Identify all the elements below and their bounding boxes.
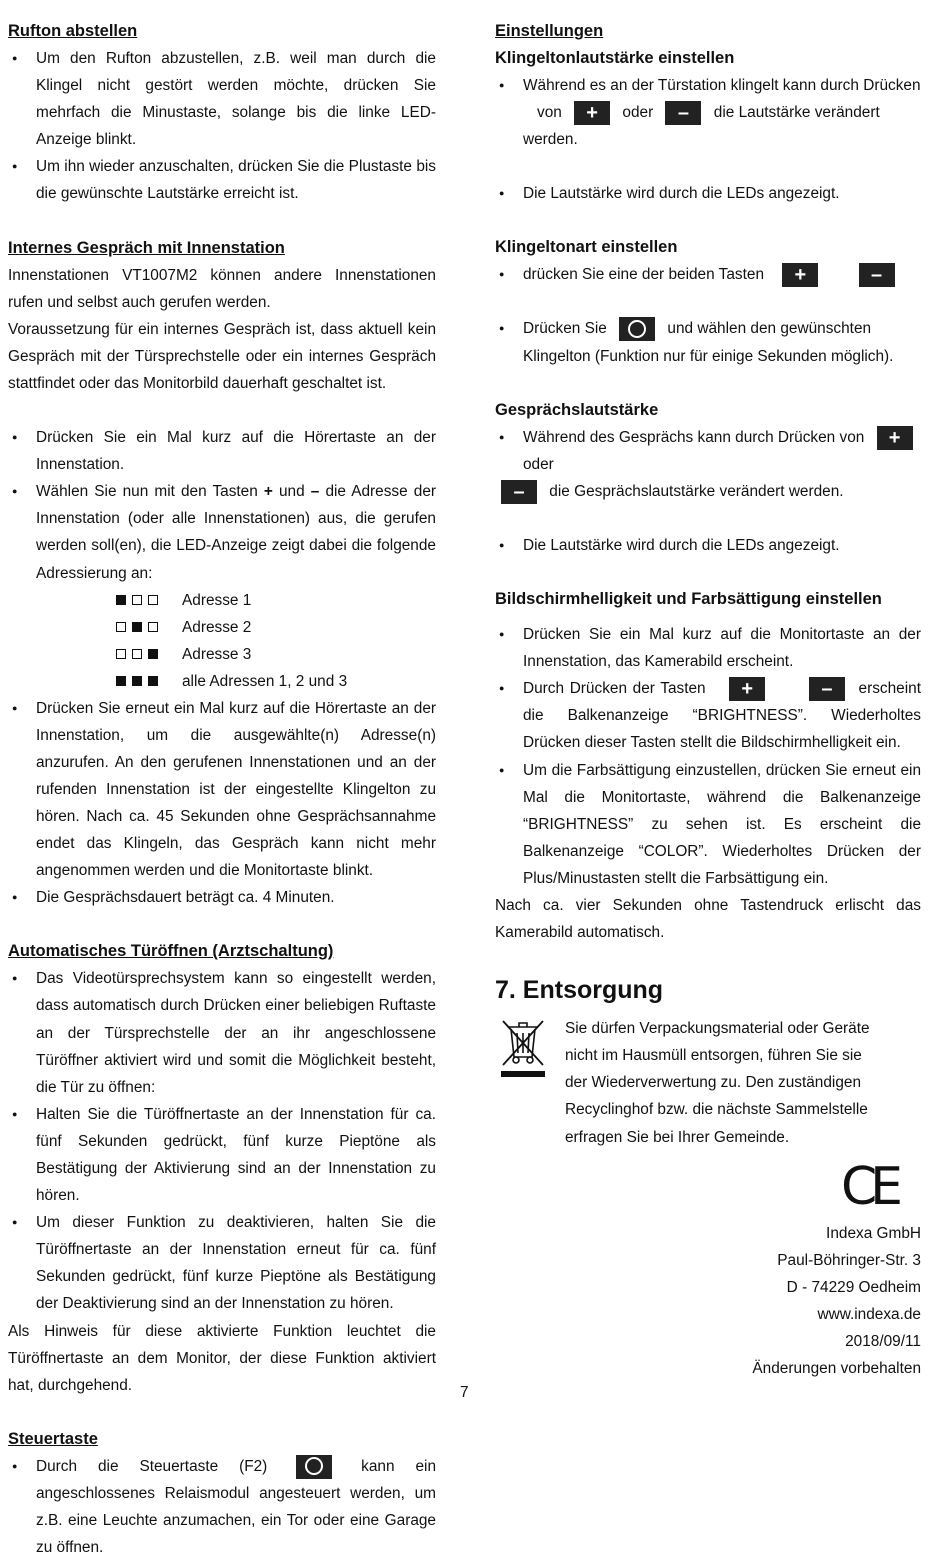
plus-symbol: + [263, 483, 273, 501]
circle-key-icon [296, 1455, 332, 1479]
minus-key-icon: – [501, 480, 537, 504]
paragraph: Voraussetzung für ein internes Gespräch ist, dass aktuell kein Gespräch mit der Türsprechstelle oder ein internes Gespräch stattfindet oder das Monitorbild dauerhaft geschaltet ist. [8, 320, 436, 392]
circle-key-icon [619, 317, 655, 341]
ce-mark-icon [841, 1158, 905, 1210]
list-item: ● Um die Farbsättigung einzustellen, drücken Sie erneut ein Mal die Monitortaste, während die Balkenanzeige “BRIGHTNESS” zu sehen ist. Es erscheint die Balkenanzeige “COLOR”. Wiederholtes Drücken der Plus/Minustasten stellt die Farbsättigung ein. [495, 757, 921, 892]
website: www.indexa.de [817, 1306, 921, 1323]
plus-key-icon: + [729, 677, 765, 701]
changes-note: Änderungen vorbehalten [752, 1360, 921, 1377]
section-title-bildschirmhelligkeit: Bildschirmhelligkeit und Farbsättigung einstellen [495, 590, 882, 609]
plus-key-icon: + [782, 263, 818, 287]
internal-list [8, 424, 436, 587]
section-title-steuertaste: Steuertaste [8, 1429, 98, 1448]
disposal-block [495, 1015, 921, 1150]
list-item: ● Während es an der Türstation klingelt kann durch Drücken von + oder – die Lautstärke verändert werden. [495, 72, 921, 153]
crossed-bin-icon [495, 1015, 551, 1079]
section-title-rufton: Rufton abstellen [8, 22, 138, 40]
page-number: 7 [460, 1384, 469, 1401]
auto-list [8, 965, 436, 1317]
list-item: ● Um dieser Funktion zu deaktivieren, halten Sie die Türöffnertaste an der Innenstation erneut für ca. fünf Sekunden gedrückt, fünf kurze Pieptöne als Bestätigung der Deaktivierung sind an der Innenstation zu hören. [8, 1209, 436, 1317]
list-item: ● Wählen Sie nun mit den Tasten + und – die Adresse der Innenstation (oder alle Innenstationen) aus, die gerufen werden soll(en), die LED-Anzeige zeigt dabei die folgende Adressierung an: [8, 478, 436, 586]
disposal-text: Sie dürfen Verpackungsmaterial oder Geräte nicht im Hausmüll entsorgen, führen Sie sie der Wiederverwertung zu. Den zuständigen Recyclinghof bzw. die nächste Sammelstelle erfragen Sie bei Ihrer Gemeinde. [565, 1020, 870, 1146]
minus-key-icon: – [665, 101, 701, 125]
list-item: ● Durch Drücken der Tasten + – erscheint die Balkenanzeige “BRIGHTNESS”. Wiederholtes Drücken dieser Tasten stellt die Bildschirmhelligkeit ein. [495, 675, 921, 756]
plus-key-icon: + [877, 426, 913, 450]
list-item: ● Um ihn wieder anzuschalten, drücken Sie die Plustaste bis die gewünschte Lautstärke erreicht ist. [8, 153, 436, 207]
left-column [8, 18, 436, 1561]
address-row: Adresse 3 [116, 641, 436, 668]
list-item: ● Durch die Steuertaste (F2) kann ein angeschlossenes Relaismodul angesteuert werden, um z.B. eine Leuchte anzumachen, ein Tor oder eine Garage zu öffnen. [8, 1453, 436, 1561]
list-item: ● Drücken Sie ein Mal kurz auf die Monitortaste an der Innenstation, das Kamerabild erscheint. [495, 621, 921, 675]
address-row: Adresse 1 [116, 587, 436, 614]
address-row: Adresse 2 [116, 614, 436, 641]
company-name: Indexa GmbH [826, 1225, 921, 1242]
section-title-automatisches-tueroeffnen: Automatisches Türöffnen (Arztschaltung) [8, 942, 334, 961]
paragraph: Innenstationen VT1007M2 können andere Innenstationen rufen und selbst auch gerufen werden. [8, 266, 436, 311]
plus-key-icon: + [574, 101, 610, 125]
address-row: alle Adressen 1, 2 und 3 [116, 668, 436, 695]
minus-symbol: – [310, 483, 320, 501]
section-title-gespraechslautstaerke: Gesprächslautstärke [495, 400, 659, 419]
paragraph: Nach ca. vier Sekunden ohne Tastendruck erlischt das Kamerabild automatisch. [495, 896, 921, 942]
right-column [495, 18, 921, 1151]
section-title-internes-gespraech: Internes Gespräch mit Innenstation [8, 238, 285, 257]
list-item: ● Um den Rufton abzustellen, z.B. weil man durch die Klingel nicht gestört werden möchte, drücken Sie mehrfach die Minustaste, solange bis die linke LED-Anzeige blinkt. [8, 45, 436, 153]
date: 2018/09/11 [845, 1333, 921, 1350]
section-title-klingeltonlautstaerke: Klingeltonlautstärke einstellen [495, 49, 735, 67]
list-item: ● drücken Sie eine der beiden Tasten + – [495, 261, 921, 288]
paragraph: Als Hinweis für diese aktivierte Funktion leuchtet die Türöffnertaste an dem Monitor, der diese Funktion aktiviert hat, durchgehend. [8, 1322, 436, 1394]
list-item: ● Die Gesprächsdauert beträgt ca. 4 Minuten. [8, 884, 436, 911]
list-item: ● Das Videotürsprechsystem kann so eingestellt werden, dass automatisch durch Drücken einer beliebigen Ruftaste an der Türsprechstelle der an ihr angeschlossene Türöffner aktiviert wird und somit die Möglichkeit besteht, die Tür zu öffnen: [8, 965, 436, 1100]
list-item: ● Drücken Sie und wählen den gewünschten Klingelton (Funktion nur für einige Sekunden möglich). [495, 315, 921, 369]
svg-text:CE: CE [841, 1158, 903, 1210]
list-item: ● Drücken Sie erneut ein Mal kurz auf die Hörertaste an der Innenstation, um die ausgewählte(n) Adresse(n) anzurufen. An den gerufenen Innenstationen und an der rufenden Innenstation ist der eingestellte Klingelton zu hören. Nach ca. 45 Sekunden ohne Gesprächsannahme endet das Klingeln, das Gespräch kann nicht mehr angenommen werden und die Monitortaste blinkt. [8, 695, 436, 885]
list-item: ● Während des Gesprächs kann durch Drücken von + oder – die Gesprächslautstärke verändert werden. [495, 424, 921, 505]
list-item: ● Halten Sie die Türöffnertaste an der Innenstation für ca. fünf Sekunden gedrückt, fünf kurze Pieptöne als Bestätigung der Aktivierung sind an der Innenstation zu hören. [8, 1101, 436, 1209]
section-title-einstellungen: Einstellungen [495, 22, 604, 40]
minus-key-icon: – [859, 263, 895, 287]
minus-key-icon: – [809, 677, 845, 701]
section-title-klingeltonart: Klingeltonart einstellen [495, 238, 678, 257]
street: Paul-Böhringer-Str. 3 [777, 1252, 921, 1269]
section-title-entsorgung: 7. Entsorgung [495, 976, 664, 1005]
list-item: ● Die Lautstärke wird durch die LEDs angezeigt. [495, 180, 921, 207]
list-item: ● Die Lautstärke wird durch die LEDs angezeigt. [495, 532, 921, 559]
list-item: ● Drücken Sie ein Mal kurz auf die Hörertaste an der Innenstation. [8, 424, 436, 478]
rufton-list [8, 45, 436, 208]
company-address [752, 1220, 921, 1382]
address-led-table [116, 587, 436, 695]
city: D - 74229 Oedheim [786, 1279, 921, 1296]
